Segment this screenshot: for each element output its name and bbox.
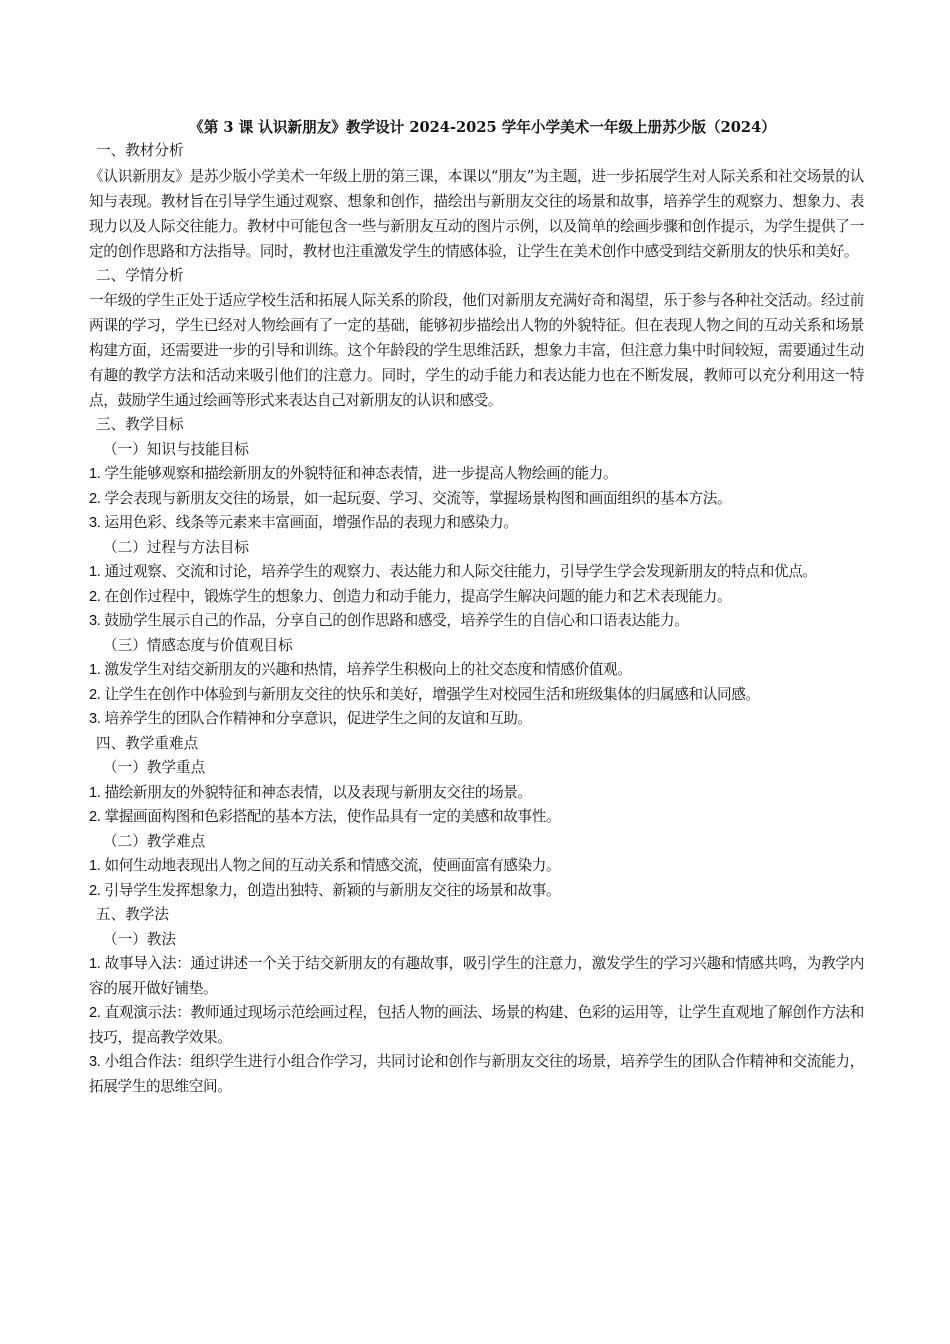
item-number: 3. — [89, 711, 101, 727]
list-item — [89, 952, 864, 1001]
section-heading: 一、教材分析 — [96, 142, 184, 159]
subsection-heading: （三）情感态度与价值观目标 — [103, 636, 293, 654]
list-item — [89, 805, 864, 830]
item-text: 描绘新朋友的外貌特征和神态表情，以及表现与新朋友交往的场景。 — [104, 783, 532, 801]
item-text: 激发学生对结交新朋友的兴趣和热情，培养学生积极向上的社交态度和情感价值观。 — [104, 661, 632, 678]
list-item — [89, 781, 864, 806]
subsection-heading: （一）教学重点 — [103, 759, 206, 776]
item-text: 培养学生的团队合作精神和分享意识，促进学生之间的友谊和互助。 — [104, 710, 532, 727]
item-number: 1. — [89, 466, 101, 482]
list-item — [89, 585, 864, 610]
item-text: 鼓励学生展示自己的作品，分享自己的创作思路和感受，培养学生的自信心和口语表达能力。 — [104, 612, 689, 629]
list-item — [89, 1050, 864, 1099]
list-item — [89, 487, 864, 512]
item-text: 学会表现与新朋友交往的场景，如一起玩耍、学习、交流等，掌握场景构图和画面组织的基本方法。 — [104, 489, 732, 507]
item-text: 在创作过程中，锻炼学生的想象力、创造力和动手能力，提高学生解决问题的能力和艺术表现能力。 — [104, 587, 732, 605]
document-title: 《第 3 课 认识新朋友》教学设计 2024-2025 学年小学美术一年级上册苏少版（2024） — [189, 119, 776, 136]
item-number: 1. — [89, 784, 101, 801]
list-item — [89, 879, 864, 904]
list-item — [89, 462, 864, 487]
list-item — [89, 658, 864, 683]
subsection-heading: （二）过程与方法目标 — [103, 538, 249, 556]
item-text: 通过观察、交流和讨论，培养学生的观察力、表达能力和人际交往能力，引导学生学会发现新朋友的特点和优点。 — [104, 563, 817, 580]
item-number: 2. — [89, 1005, 101, 1021]
item-text: 掌握画面构图和色彩搭配的基本方法，使作品具有一定的美感和故事性。 — [104, 808, 561, 825]
item-text: 引导学生发挥想象力，创造出独特、新颖的与新朋友交往的场景和故事。 — [104, 881, 561, 899]
item-number: 2. — [89, 588, 101, 605]
list-item — [89, 683, 864, 708]
item-number: 3. — [89, 515, 101, 531]
item-text: 如何生动地表现出人物之间的互动关系和情感交流，使画面富有感染力。 — [104, 857, 561, 874]
section-heading: 五、教学法 — [96, 906, 169, 923]
subsection-heading: （一）知识与技能目标 — [103, 440, 249, 458]
item-number: 1. — [89, 564, 101, 580]
item-text: 让学生在创作中体验到与新朋友交往的快乐和美好，增强学生对校园生活和班级集体的归属感和认同感。 — [104, 685, 760, 703]
item-text: 学生能够观察和描绘新朋友的外貌特征和神态表情，进一步提高人物绘画的能力。 — [104, 465, 618, 482]
document-page — [89, 117, 864, 1099]
item-number: 3. — [89, 1054, 101, 1070]
item-number: 2. — [89, 809, 101, 825]
item-text: 故事导入法：通过讲述一个关于结交新朋友的有趣故事，吸引学生的注意力，激发学生的学习兴趣和情感共鸣，为教学内容的展开做好铺垫。 — [89, 955, 864, 997]
item-number: 2. — [89, 686, 101, 703]
item-number: 2. — [89, 490, 101, 507]
paragraph: 《认识新朋友》是苏少版小学美术一年级上册的第三课，本课以“朋友”为主题，进一步拓展学生对人际关系和社交场景的认知与表现。教材旨在引导学生通过观察、想象和创作，描绘出与新朋友交往的场景和故事，培养学生的观察力、想象力、表现力以及人际交往能力。教材中可能包含一些与新朋友互动的图片示例，以及简单的绘画步骤和创作提示，为学生提供了一定的创作思路和方法指导。同时，教材也注重激发学生的情感体验，让学生在美术创作中感受到结交新朋友的快乐和美好。 — [89, 167, 864, 260]
item-text: 小组合作法：组织学生进行小组合作学习，共同讨论和创作与新朋友交往的场景，培养学生的团队合作精神和交流能力，拓展学生的思维空间。 — [89, 1053, 864, 1095]
section-heading: 三、教学目标 — [96, 416, 184, 433]
item-number: 3. — [89, 613, 101, 629]
list-item — [89, 511, 864, 536]
list-item — [89, 1001, 864, 1050]
paragraph: 一年级的学生正处于适应学校生活和拓展人际关系的阶段，他们对新朋友充满好奇和渴望，乐于参与各种社交活动。经过前两课的学习，学生已经对人物绘画有了一定的基础，能够初步描绘出人物的外貌特征。但在表现人物之间的互动关系和场景构建方面，还需要进一步的引导和训练。这个年龄段的学生思维活跃，想象力丰富，但注意力集中时间较短，需要通过生动有趣的教学方法和活动来吸引他们的注意力。同时，学生的动手能力和表达能力也在不断发展，教师可以充分利用这一特点，鼓励学生通过绘画等形式来表达自己对新朋友的认识和感受。 — [89, 292, 864, 409]
section-heading: 二、学情分析 — [96, 266, 184, 284]
item-number: 2. — [89, 882, 101, 899]
list-item — [89, 854, 864, 879]
item-number: 1. — [89, 858, 101, 874]
item-number: 1. — [89, 956, 101, 972]
section-heading: 四、教学重难点 — [96, 734, 199, 752]
list-item — [89, 560, 864, 585]
subsection-heading: （二）教学难点 — [103, 832, 206, 850]
subsection-heading: （一）教法 — [103, 930, 176, 948]
item-text: 直观演示法：教师通过现场示范绘画过程，包括人物的画法、场景的构建、色彩的运用等，让学生直观地了解创作方法和技巧，提高教学效果。 — [89, 1004, 864, 1046]
list-item — [89, 609, 864, 634]
item-number: 1. — [89, 662, 101, 678]
list-item — [89, 707, 864, 732]
item-text: 运用色彩、线条等元素来丰富画面，增强作品的表现力和感染力。 — [104, 514, 518, 531]
